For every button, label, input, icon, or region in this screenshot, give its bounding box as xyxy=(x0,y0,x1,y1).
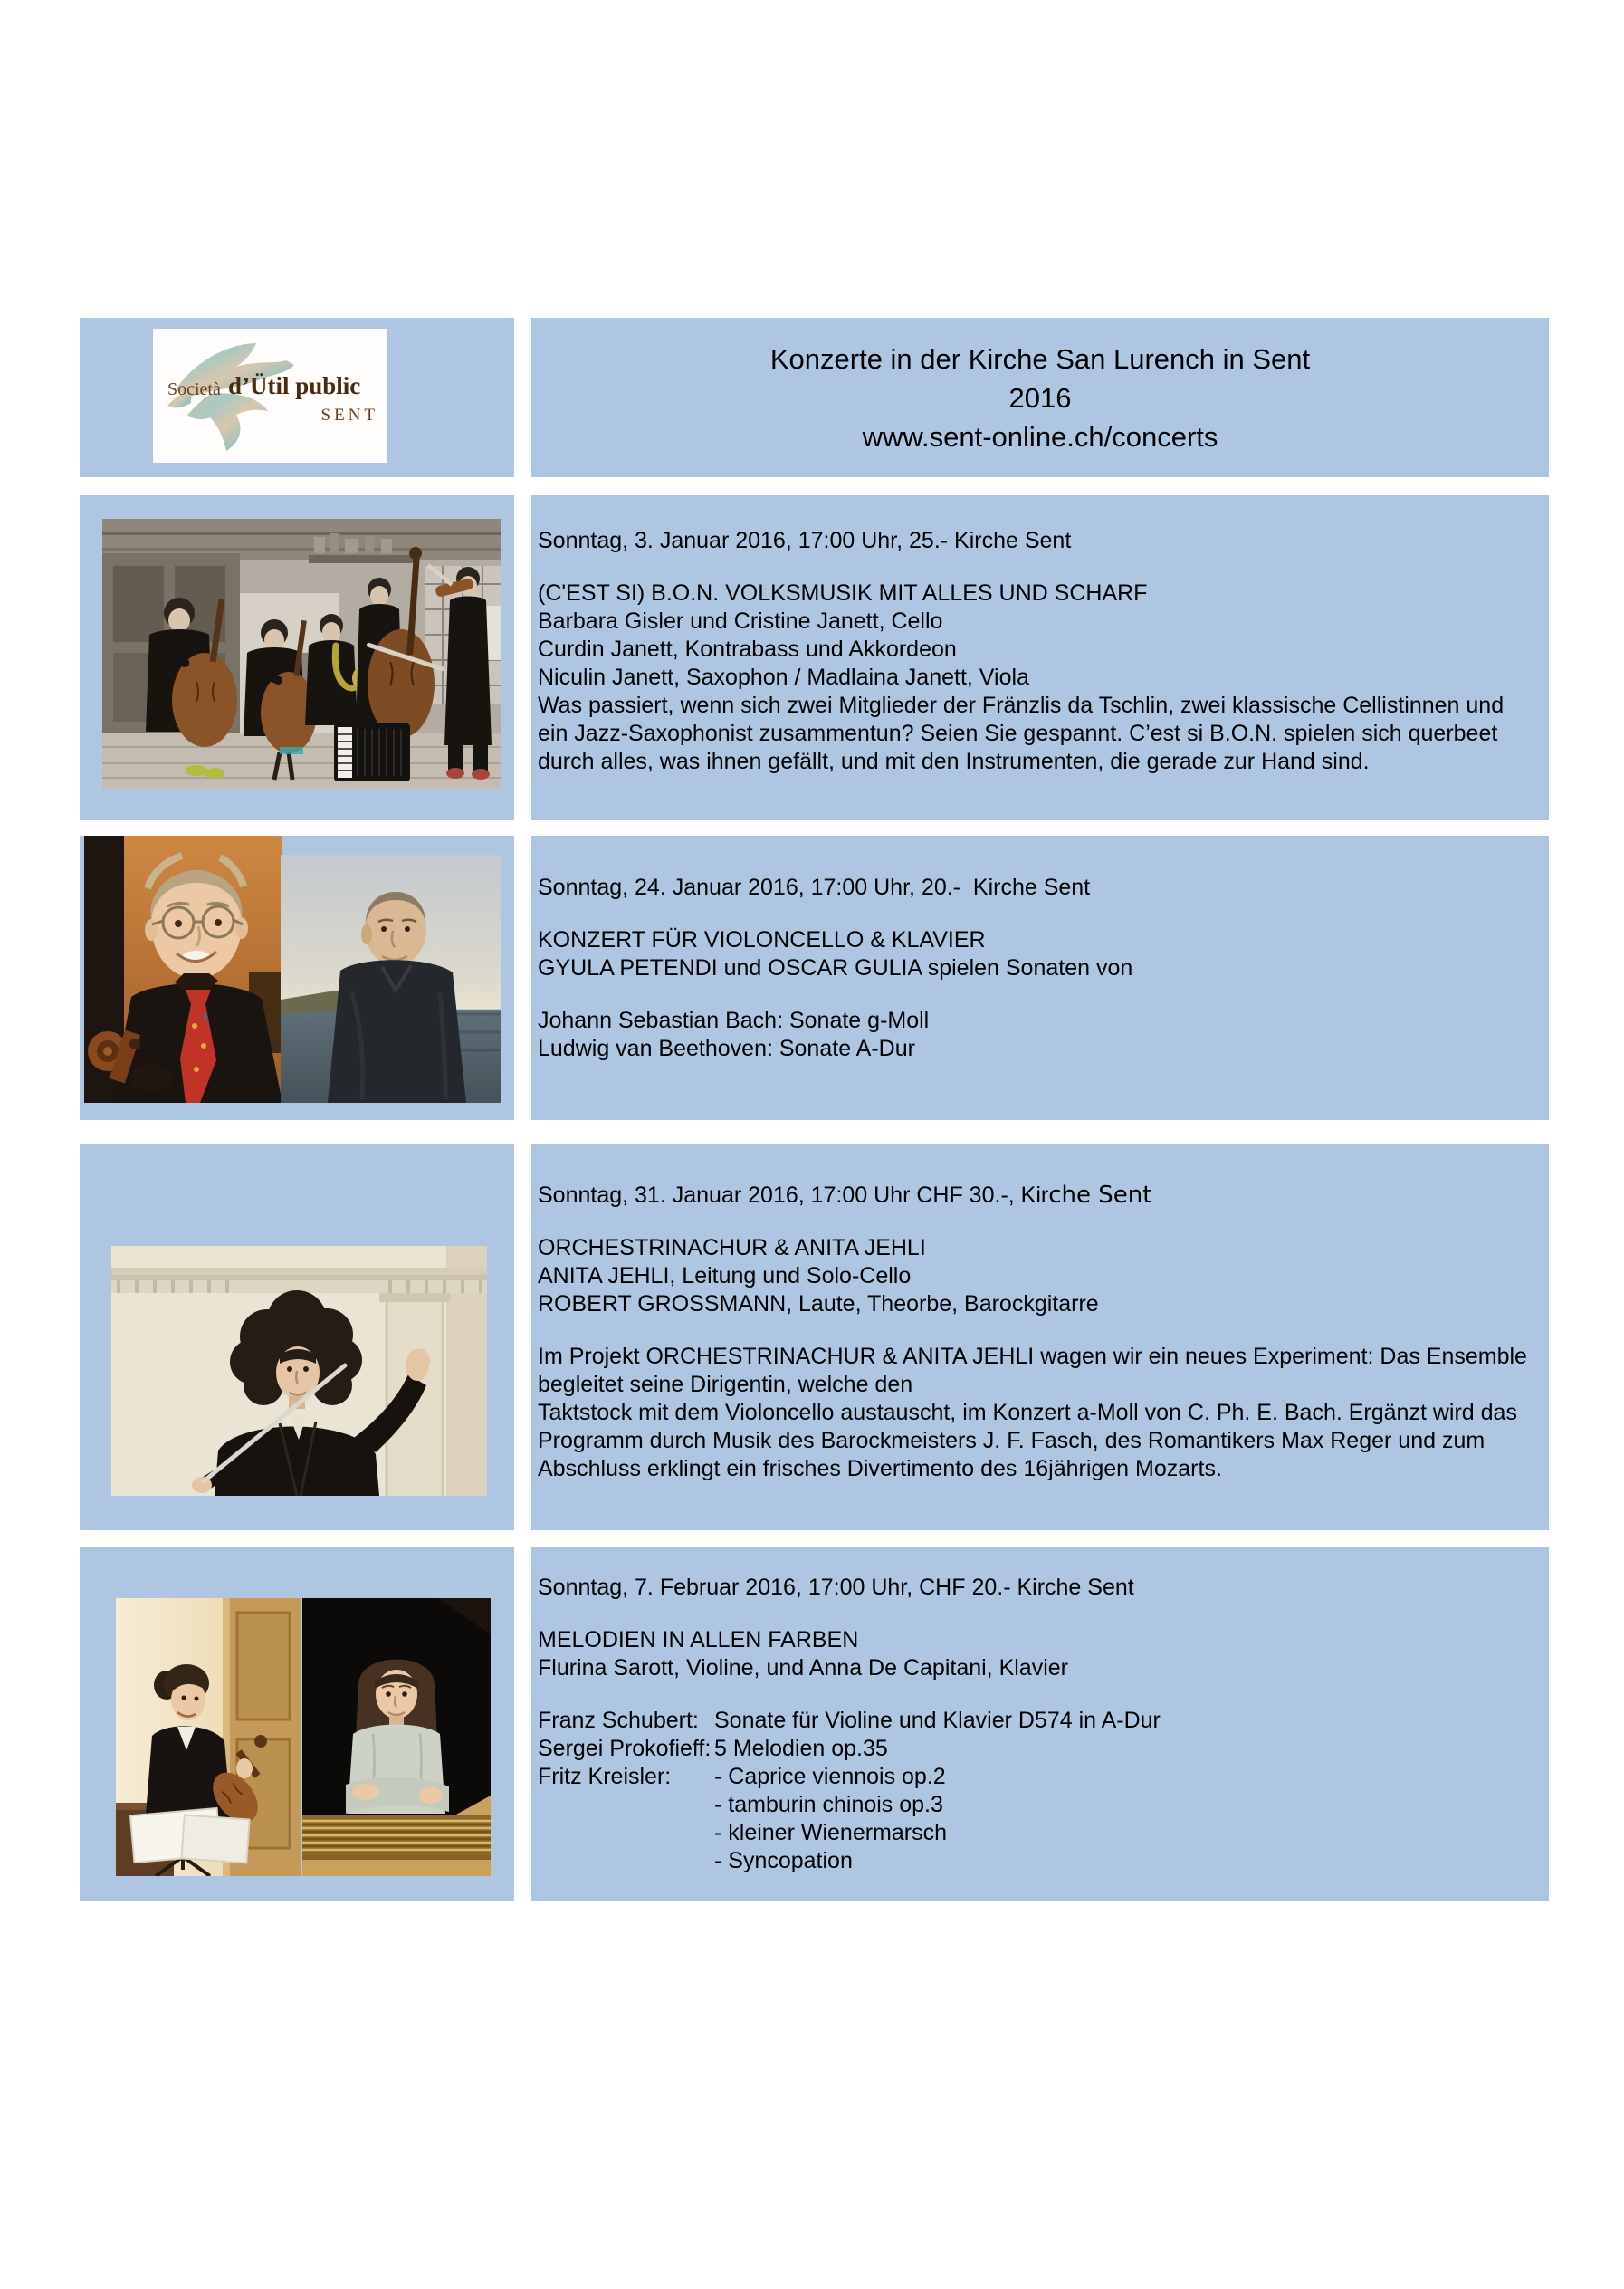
photo-volksmusik-ensemble xyxy=(102,519,501,789)
concert-4-title: MELODIEN IN ALLEN FARBEN xyxy=(538,1627,859,1652)
concert-2-title: KONZERT FÜR VIOLONCELLO & KLAVIER xyxy=(538,927,986,953)
page-title: Konzerte in der Kirche San Lurench in Sent xyxy=(769,342,1311,375)
concert-1-date: Sonntag, 3. Januar 2016, 17:00 Uhr, 25.- Kirche Sent xyxy=(538,528,1072,553)
header-logo-block xyxy=(80,318,514,477)
concert-1-description: Was passiert, wenn sich zwei Mitglieder der Fränzlis da Tschlin, zwei klassische Cellistinnen und ein Jazz-Saxophonist zusammentun? Seien Sie gespannt. C’est si B.O.N. spielen sich querbeet durch alles, was ihnen gefällt, und mit den Instrumenten, die gerade zur Hand sind. xyxy=(538,693,1505,774)
concert-2-photo-block xyxy=(80,836,514,1120)
concert-4-program-subitem: - tamburin chinois op.3 xyxy=(714,1792,943,1817)
concert-1-performer: Curdin Janett, Kontrabass und Akkordeon xyxy=(538,637,957,662)
concert-2-info-block xyxy=(531,836,1549,1120)
logo-word-util-public: d’Ütil public xyxy=(228,372,361,399)
logo-word-sent: SENT xyxy=(320,406,378,425)
photo-pianist-gulia xyxy=(281,855,501,1103)
concert-3-performer: ROBERT GROSSMANN, Laute, Theorbe, Barockgitarre xyxy=(538,1291,1099,1317)
concert-4-program-subitem: - Syncopation xyxy=(714,1848,853,1873)
page-year: 2016 xyxy=(1008,381,1072,414)
concert-2-program-item: Johann Sebastian Bach: Sonate g-Moll xyxy=(538,1008,930,1033)
photo-cellist-petendi xyxy=(84,836,282,1103)
photo-dirigentin-jehli xyxy=(111,1246,487,1496)
concert-1-performer: Niculin Janett, Saxophon / Madlaina Janett, Viola xyxy=(538,665,1029,690)
concert-1-performer: Barbara Gisler und Cristine Janett, Cello xyxy=(538,608,943,634)
concert-3-photo-block xyxy=(80,1144,514,1530)
concert-1-photo-block xyxy=(80,495,514,820)
concert-3-description: Taktstock mit dem Violoncello austauscht, im Konzert a-Moll von C. Ph. E. Bach. Ergänzt wird das Programm durch Musik des Barockmeisters J. F. Fasch, des Romantikers Max Reger und zum Abschluss erklingt ein frisches Divertimento des 16jährigen Mozarts. xyxy=(538,1400,1517,1481)
concert-4-photo-block xyxy=(80,1547,514,1901)
logo-word-societa: Società xyxy=(167,379,221,399)
concert-3-info-block xyxy=(531,1144,1549,1530)
header-title-block xyxy=(531,318,1549,477)
concert-3-title: ORCHESTRINACHUR & ANITA JEHLI xyxy=(538,1235,926,1260)
photo-pianistin-decapitani xyxy=(302,1598,491,1876)
concert-2-program-item: Ludwig van Beethoven: Sonate A-Dur xyxy=(538,1036,915,1061)
concert-2-performers: GYULA PETENDI und OSCAR GULIA spielen Sonaten von xyxy=(538,955,1133,981)
concert-4-program-item: Franz Schubert: Sonate für Violine und Klavier D574 in A-Dur xyxy=(538,1708,1161,1733)
photo-violinistin-sarott xyxy=(116,1598,301,1876)
concert-1-info-block xyxy=(531,495,1549,820)
concert-3-performer: ANITA JEHLI, Leitung und Solo-Cello xyxy=(538,1263,912,1288)
concert-3-date: Sonntag, 31. Januar 2016, 17:00 Uhr CHF 30.-, Kirche Sent xyxy=(538,1182,1152,1209)
concert-3-description-line: begleitet seine Dirigentin, welche den xyxy=(538,1372,913,1397)
concert-2-date: Sonntag, 24. Januar 2016, 17:00 Uhr, 20.- Kirche Sent xyxy=(538,875,1091,900)
concert-4-date: Sonntag, 7. Februar 2016, 17:00 Uhr, CHF 20.- Kirche Sent xyxy=(538,1575,1134,1600)
concert-4-program-item: Fritz Kreisler: - Caprice viennois op.2 xyxy=(538,1764,946,1789)
concert-4-program-item: Sergei Prokofieff: 5 Melodien op.35 xyxy=(538,1736,888,1761)
concert-4-performers: Flurina Sarott, Violine, und Anna De Capitani, Klavier xyxy=(538,1655,1068,1681)
logo-societa-util-public-sent xyxy=(153,329,387,463)
concert-4-program-subitem: - kleiner Wienermarsch xyxy=(714,1820,948,1845)
concert-3-description-line: Im Projekt ORCHESTRINACHUR & ANITA JEHLI wagen wir ein neues Experiment: Das Ensemble xyxy=(538,1344,1527,1369)
concert-1-title: (C'EST SI) B.O.N. VOLKSMUSIK MIT ALLES UND SCHARF xyxy=(538,580,1148,606)
page-url: www.sent-online.ch/concerts xyxy=(862,420,1218,453)
concert-4-info-block xyxy=(531,1547,1549,1901)
